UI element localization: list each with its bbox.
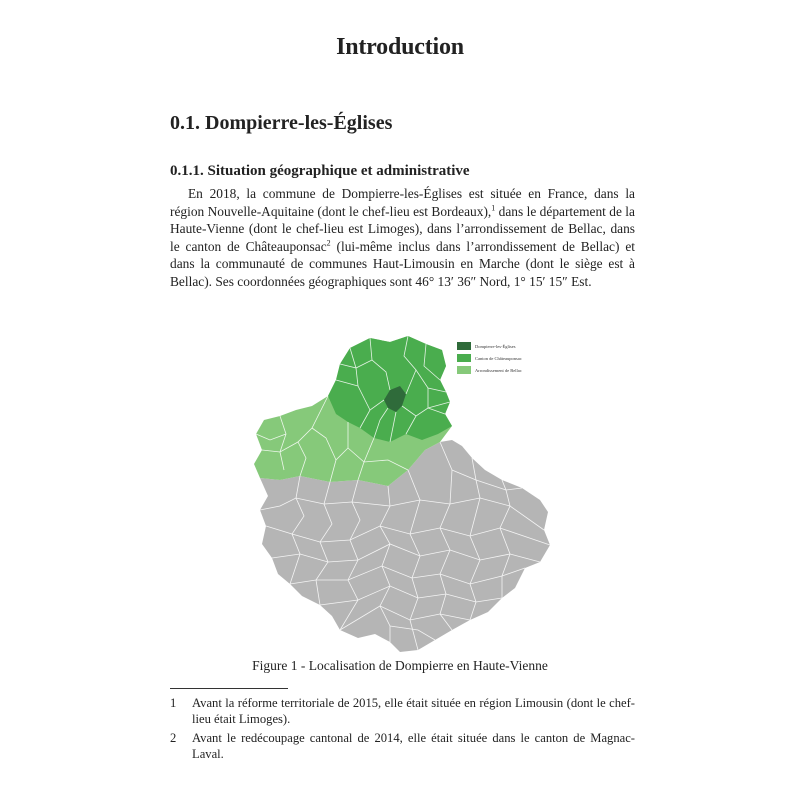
footnote (170, 695, 635, 727)
footnote-ref-2: 2 (326, 238, 331, 248)
section-heading: 0.1. Dompierre-les-Églises (170, 112, 393, 134)
map-legend (457, 340, 522, 376)
footnote-ref-1: 1 (491, 203, 496, 213)
footnote-text: Avant la réforme territoriale de 2015, elle était située en région Limousin (dont le chef-lieu était Limoges). (192, 696, 635, 726)
body-paragraph (170, 185, 635, 290)
figure-caption: Figure 1 - Localisation de Dompierre en Haute-Vienne (252, 658, 548, 673)
footnote-rule (170, 688, 288, 689)
legend-swatch-dompierre (457, 342, 471, 350)
footnote-number: 1 (170, 696, 177, 710)
legend-swatch-arrondissement (457, 366, 471, 374)
legend-swatch-canton (457, 354, 471, 362)
legend-label: Dompierre-les-Églises (475, 343, 516, 349)
paragraph-part-2: dans le département de la Haute-Vienne (dont le chef-lieu est Limoges), dans l’arrondissement de Bellac, dans le canton de Châteauponsac (170, 203, 635, 254)
legend-item (457, 340, 522, 352)
paragraph-part-3: (lui-même inclus dans l’arrondissement de Bellac) et dans la communauté de communes Haut-Limousin en Marche (dont le siège est à Bellac). Ses coordonnées géographiques sont 46° 13′ 36″ Nord, 1° 15′ 15″ Est. (170, 238, 635, 289)
legend-item (457, 364, 522, 376)
page-title: Introduction (336, 34, 464, 60)
legend-label: Arrondissement de Bellac (475, 367, 522, 373)
haute-vienne-map (240, 330, 570, 655)
legend-label: Canton de Châteauponsac (475, 355, 522, 361)
footnote (170, 730, 635, 762)
subsection-heading: 0.1.1. Situation géographique et administrative (170, 163, 470, 179)
legend-item (457, 352, 522, 364)
footnotes (170, 695, 635, 765)
footnote-text: Avant le redécoupage cantonal de 2014, elle était située dans le canton de Magnac-Laval. (192, 731, 635, 761)
footnote-number: 2 (170, 731, 177, 745)
paragraph-part-1: En 2018, la commune de Dompierre-les-Églises est située en France, dans la région Nouvelle-Aquitaine (dont le chef-lieu est Bordeaux), (170, 186, 635, 219)
